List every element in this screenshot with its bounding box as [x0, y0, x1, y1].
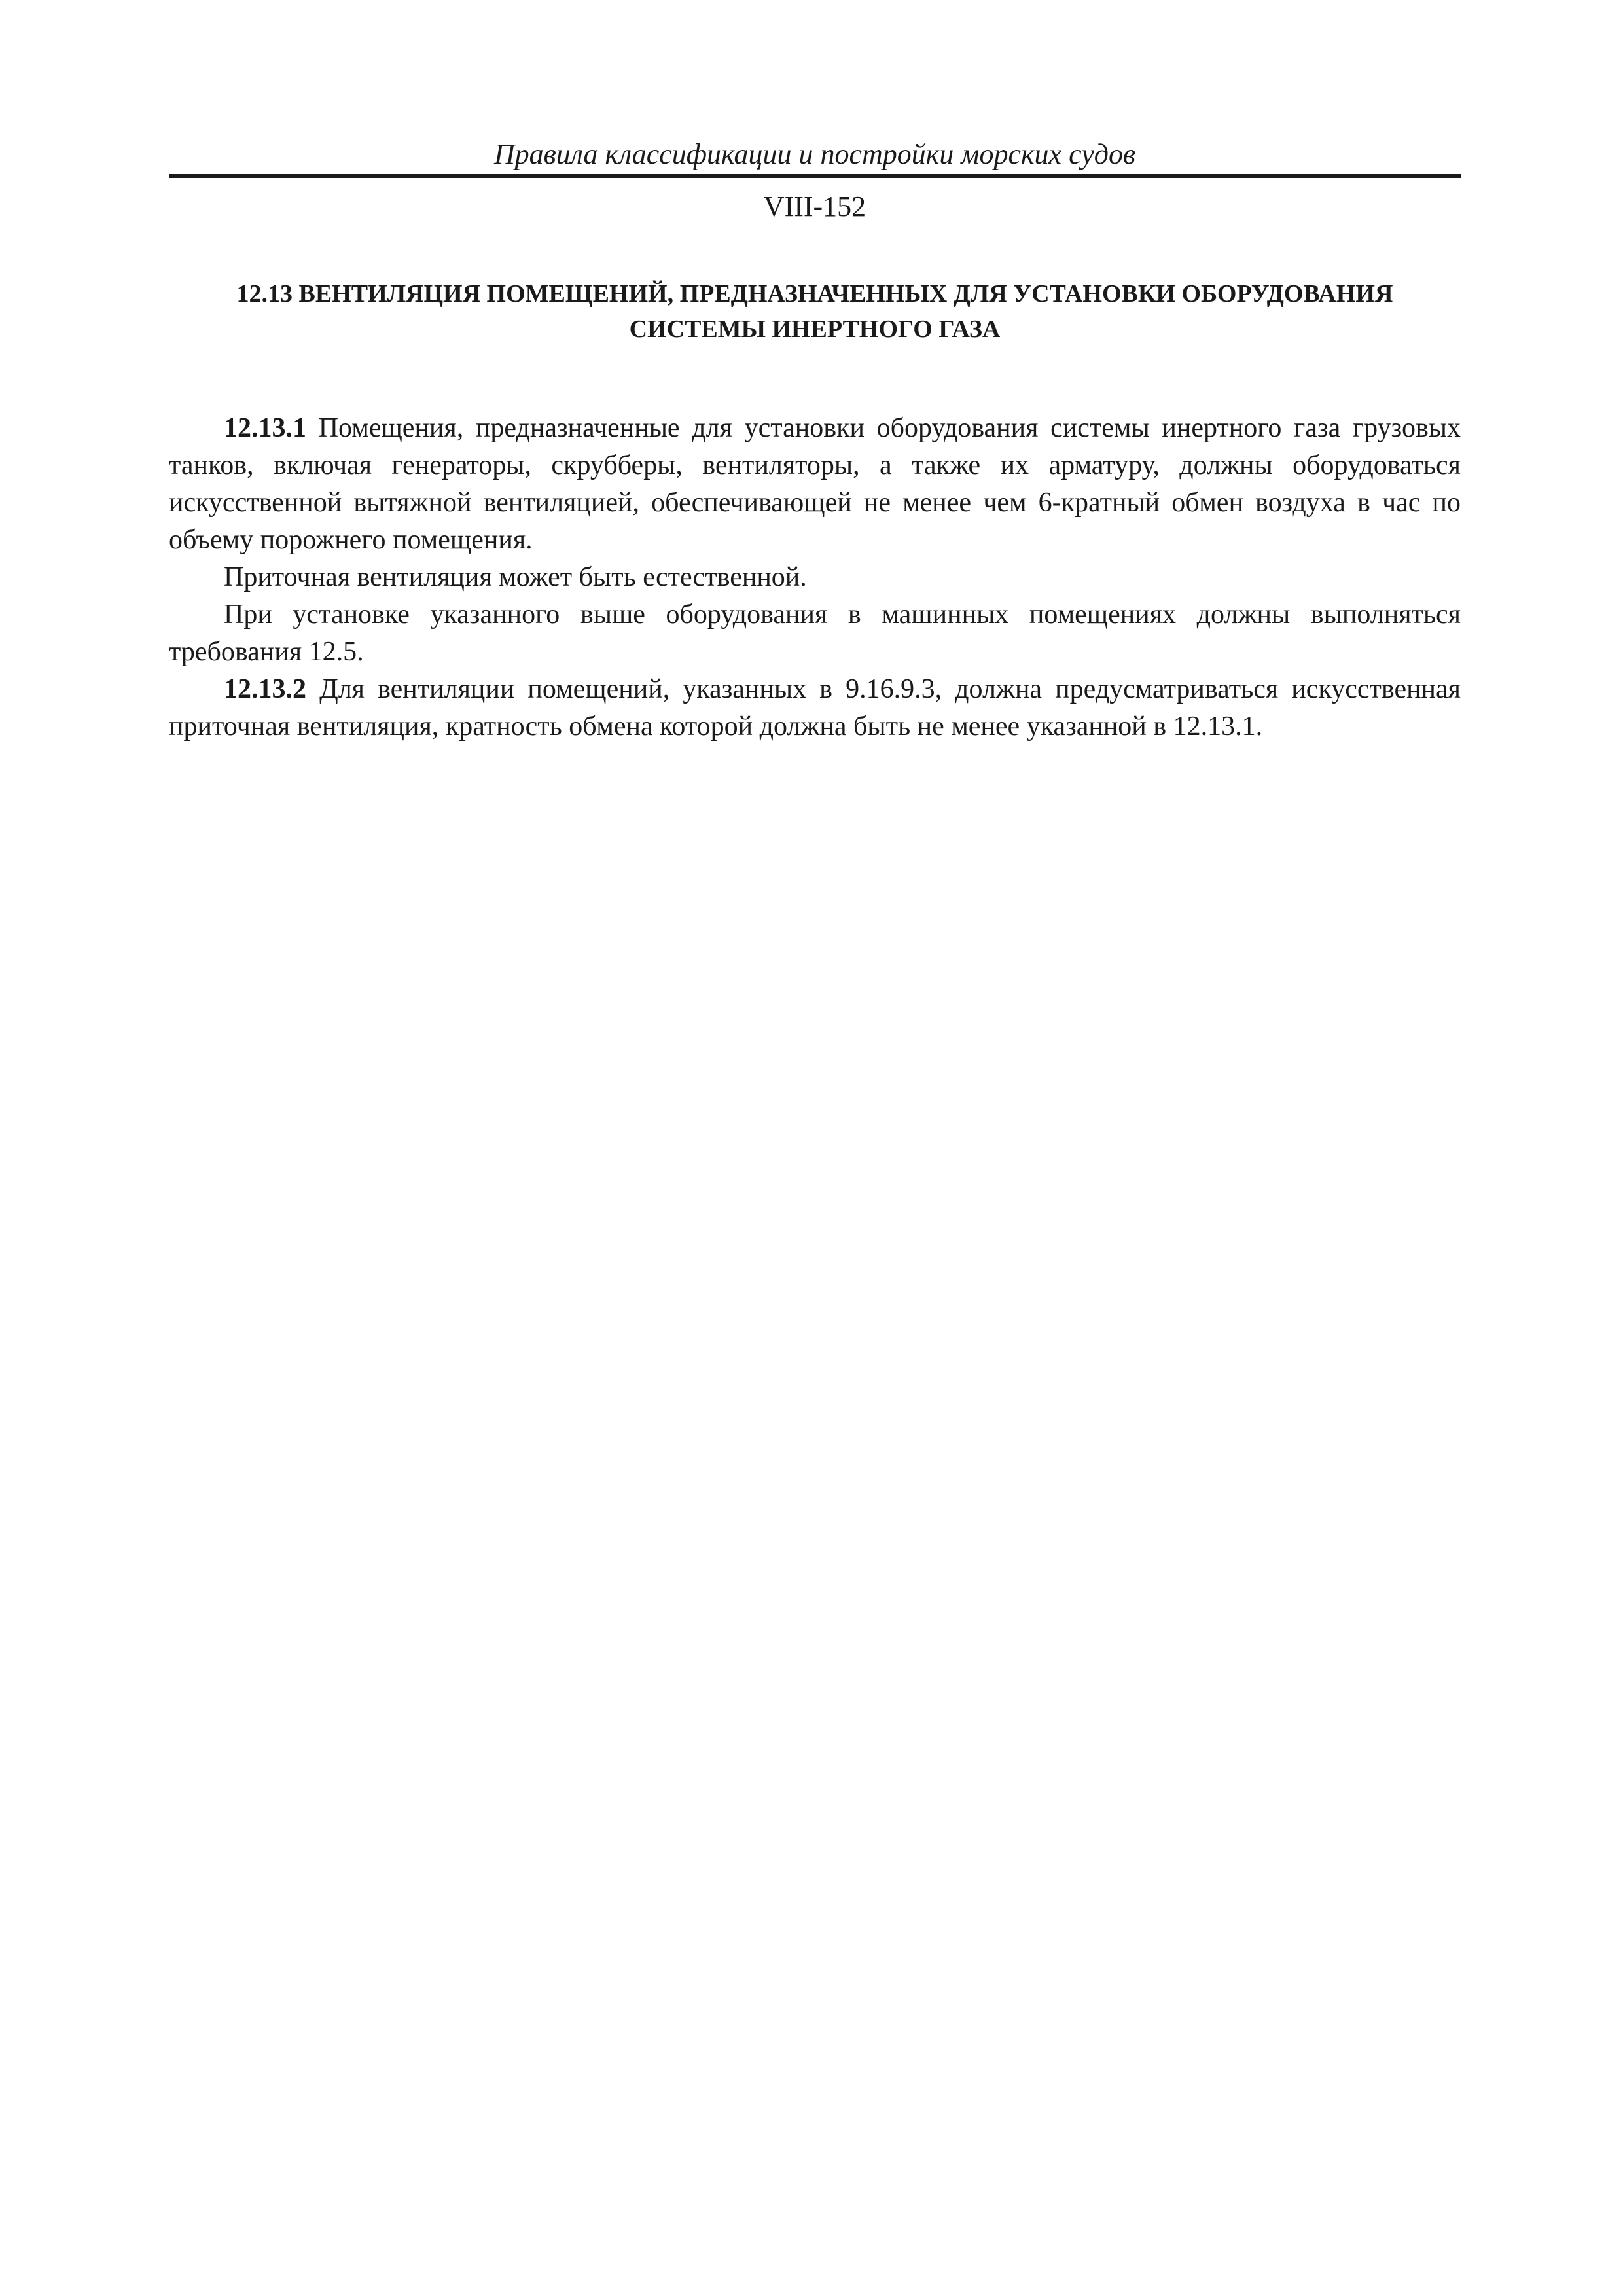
paragraph-text: Для вентиляции помещений, указанных в 9.16.9.3, должна предусматриваться искусственная приточная вентиляция, кратность обмена которой должна быть не менее указанной в 12.13.1. — [169, 674, 1461, 742]
section-heading — [169, 276, 1461, 347]
header-rule — [169, 174, 1461, 178]
paragraph-supply-ventilation — [169, 559, 1461, 596]
paragraph-text: Приточная вентиляция может быть естественной. — [224, 562, 807, 592]
paragraph-number: 12.13.2 — [224, 674, 306, 704]
paragraph-machinery-spaces — [169, 596, 1461, 671]
paragraph-12-13-2 — [169, 671, 1461, 745]
paragraph-number: 12.13.1 — [224, 413, 306, 443]
paragraph-12-13-1 — [169, 410, 1461, 559]
section-heading-line-1: 12.13 ВЕНТИЛЯЦИЯ ПОМЕЩЕНИЙ, ПРЕДНАЗНАЧЕННЫХ ДЛЯ УСТАНОВКИ ОБОРУДОВАНИЯ — [236, 280, 1393, 308]
paragraph-text: При установке указанного выше оборудования в машинных помещениях должны выполняться требования 12.5. — [169, 600, 1461, 667]
paragraph-text: Помещения, предназначенные для установки оборудования системы инертного газа грузовых танков, включая генераторы, скрубберы, вентиляторы, а также их арматуру, должны оборудоваться искусственной вытяжной вентиляцией, обеспечивающей не менее чем 6-кратный обмен воздуха в час по объему порожнего помещения. — [169, 413, 1461, 555]
document-page — [169, 136, 1461, 745]
running-title: Правила классификации и постройки морских судов — [493, 138, 1136, 170]
page-number: VIII-152 — [763, 190, 866, 223]
section-body — [169, 410, 1461, 745]
section-heading-line-2: СИСТЕМЫ ИНЕРТНОГО ГАЗА — [629, 315, 1001, 343]
